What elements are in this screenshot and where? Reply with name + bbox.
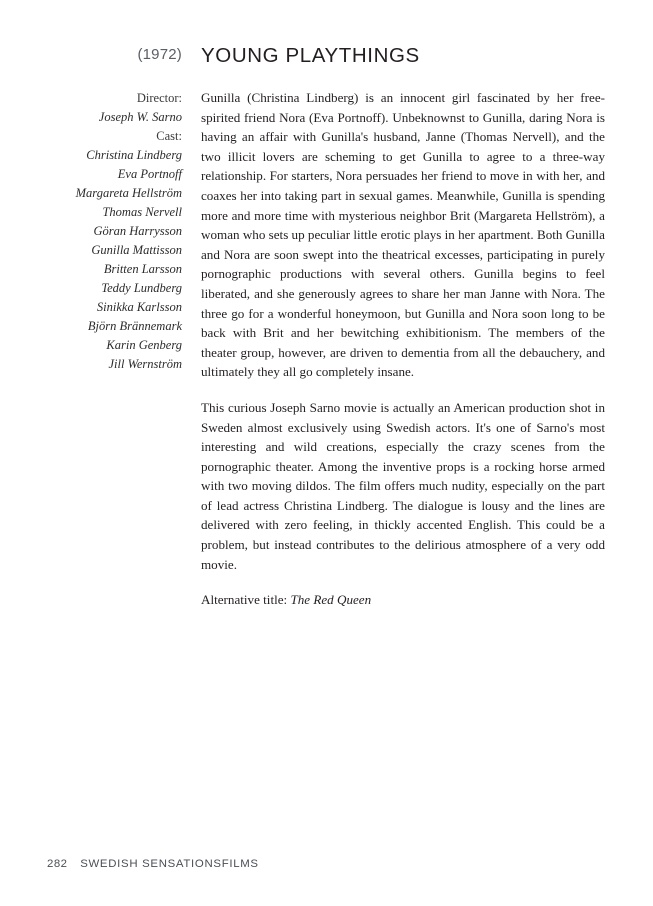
credit-role-cast: Cast: (156, 129, 182, 143)
release-year: (1972) (137, 46, 182, 63)
credit-director-name: Joseph W. Sarno (98, 110, 182, 124)
credit-cast-member: Karin Genberg (106, 338, 182, 352)
credit-cast-member: Britten Larsson (103, 262, 182, 276)
review-paragraph: This curious Joseph Sarno movie is actually an American production shot in Sweden almost exclusively using Swedish actors. It's one of Sarno's most interesting and wild creations, especially the crazy scenes from the pornographic theater. Among the inventive props is a rocking horse armed with two moving dildos. The film offers much nudity, especially on the part of lead actress Christina Lindberg. The dialogue is lousy and the lines are delivered with zero feeling, in thickly accented English. This could be a problem, but instead contributes to the delirious atmosphere of a very odd movie. (201, 399, 605, 572)
credit-cast-member: Teddy Lundberg (101, 281, 182, 295)
entry-body-column (201, 44, 605, 610)
credit-cast-member: Christina Lindberg (86, 148, 182, 162)
credit-cast-member: Göran Harrysson (93, 224, 182, 238)
credit-cast-member: Sinikka Karlsson (96, 300, 182, 314)
credits-column (40, 45, 182, 374)
credit-cast-member: Jill Wernström (108, 357, 182, 371)
credits-list (40, 89, 182, 374)
credit-cast-member: Björn Brännemark (87, 319, 182, 333)
synopsis-paragraph: Gunilla (Christina Lindberg) is an innocent girl fascinated by her free-spirited friend Nora (Eva Portnoff). Unbeknownst to Gunilla, daring Nora is having an affair with Gunilla's husband, Janne (Thomas Nervell), and the two illicit lovers are scheming to get Gunilla to agree to a three-way relationship. For starters, Nora persuades her friend to move in with her, and coaxes her into taking part in sexual games. Meanwhile, Gunilla is spending more and more time with mysterious neighbor Brit (Margareta Hellström), a woman who sets up peculiar little erotic plays in her apartment. Both Gunilla and Nora are soon swept into the theatrical excesses, participating in purely pornographic productions with several others. Gunilla begins to feel liberated, and she generously agrees to share her man Janne with Nora. The three go for a wonderful honeymoon, but Gunilla and Nora soon long to be back with Brit and her bewitching exhibitionism. The members of the theater group, however, are driven to dementia from all the debauchery, and ultimately they all go completely insane. (201, 90, 605, 380)
alternative-title-label: Alternative title: (201, 592, 288, 608)
credit-cast-member: Margareta Hellström (75, 186, 182, 200)
credit-cast-member: Thomas Nervell (102, 205, 182, 219)
alternative-title-line (201, 590, 605, 610)
page-number: 282 (47, 858, 68, 870)
book-title: SWEDISH SENSATIONSFILMS (80, 858, 259, 870)
credit-cast-member: Eva Portnoff (117, 167, 182, 181)
credit-cast-member: Gunilla Mattisson (91, 243, 182, 257)
credit-role-director: Director: (136, 91, 182, 105)
page-title: YOUNG PLAYTHINGS (201, 44, 420, 67)
alternative-title-value: The Red Queen (290, 592, 372, 608)
page-footer (47, 858, 259, 870)
